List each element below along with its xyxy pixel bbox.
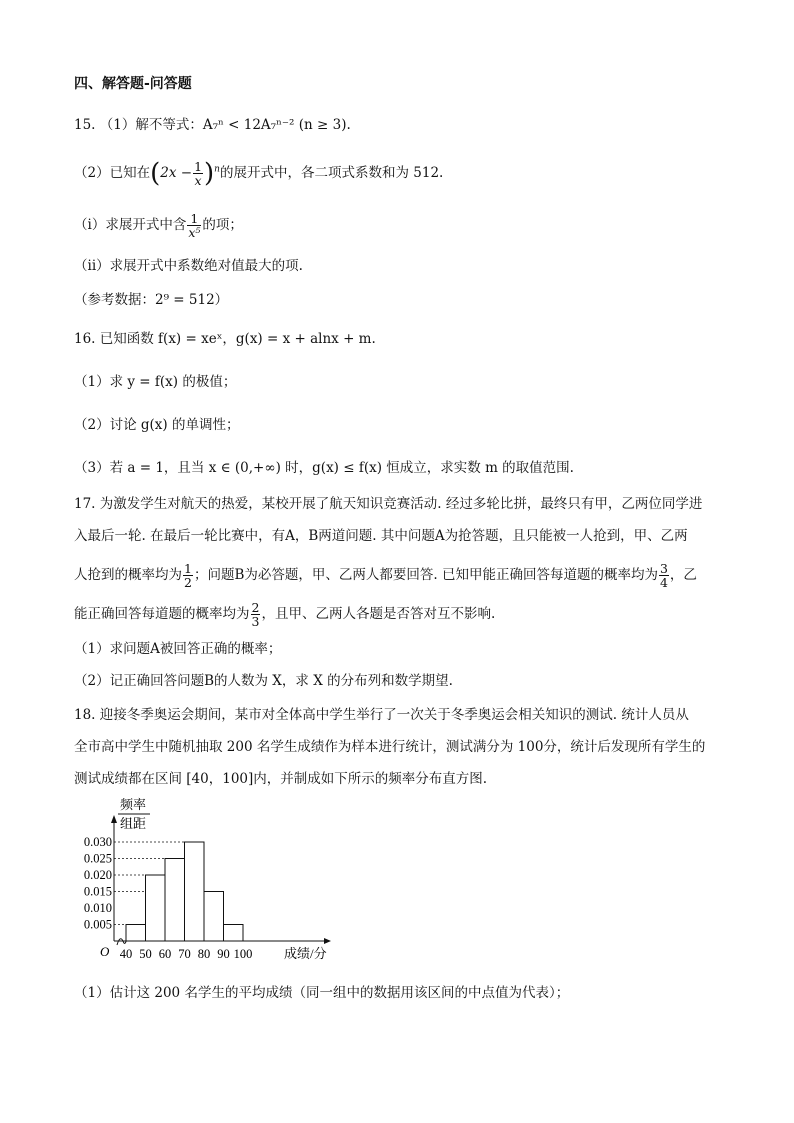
q17-frac-three-quarters: $\frac{3}{4}$ <box>659 561 668 590</box>
q15-frac: $\frac{1}{x}$ <box>194 159 203 188</box>
y-tick-label: 0.025 <box>83 851 112 866</box>
q17-line3: 人抢到的概率均为 $\frac{1}{2}$ ；问题B为必答题，甲、乙两人都要回答. 已知甲能正确回答每道题的概率均为 $\frac{3}{4}$ ，乙 <box>74 561 697 590</box>
q15-part1: 15. （1）解不等式：A₇ⁿ < 12A₇ⁿ⁻² (n ≥ 3). <box>74 117 351 133</box>
q17-part1: （1）求问题A被回答正确的概率； <box>74 641 282 657</box>
x-tick-label: 70 <box>178 947 191 961</box>
q18-line3: 测试成绩都在区间 [40，100]内，并制成如下所示的频率分布直方图. <box>74 771 488 787</box>
origin-label: O <box>100 944 110 959</box>
frequency-histogram <box>74 795 344 970</box>
q16-part1: （1）求 y = f(x) 的极值； <box>74 374 237 390</box>
q18-line2: 全市高中学生中随机抽取 200 名学生成绩作为样本进行统计，测试满分为 100分，统计后发现所有学生的 <box>74 739 706 755</box>
q15-reference: （参考数据：2⁹ = 512） <box>74 292 229 308</box>
x-tick-label: 40 <box>119 947 133 961</box>
q15-expr: 2x − <box>160 165 193 181</box>
q17-line2: 入最后一轮. 在最后一轮比赛中，有A，B两道问题. 其中问题A为抢答题，且只能被一人抢到，甲、乙两 <box>74 528 688 544</box>
y-tick-label: 0.015 <box>83 884 112 899</box>
q17-line4: 能正确回答每道题的概率均为 $\frac{2}{3}$ ，且甲、乙两人各题是否答对互不影响. <box>74 600 496 629</box>
histogram-bar <box>146 875 166 941</box>
y-axis-arrow <box>111 815 117 823</box>
q15-part2-post: 的展开式中，各二项式系数和为 512. <box>219 165 444 181</box>
y-tick-label: 0.010 <box>83 901 112 915</box>
x-tick-label: 60 <box>158 947 172 961</box>
q16-stem: 16. 已知函数 f(x) = xeˣ，g(x) = x + alnx + m. <box>74 331 376 347</box>
q17-frac-two-thirds: $\frac{2}{3}$ <box>251 600 260 629</box>
x-axis-label: 成绩/分 <box>284 946 327 961</box>
histogram-bar <box>165 859 185 942</box>
q17-part2: （2）记正确回答问题B的人数为 X，求 X 的分布列和数学期望. <box>74 673 453 689</box>
q15-sub-i-frac: $\frac{1}{\text{x⁵}}$ <box>188 211 201 240</box>
q17-line1: 17. 为激发学生对航天的热爱，某校开展了航天知识竞赛活动. 经过多轮比拼，最终只有甲，乙两位同学进 <box>74 496 703 512</box>
q15-sub-ii: （ii）求展开式中系数绝对值最大的项. <box>74 258 303 274</box>
x-tick-label: 50 <box>139 947 152 961</box>
section-title: 四、解答题-问答题 <box>74 76 192 92</box>
x-axis-arrow <box>324 938 331 944</box>
histogram-bar <box>204 892 224 942</box>
q18-part1: （1）估计这 200 名学生的平均成绩（同一组中的数据用该区间的中点值为代表）； <box>74 985 570 1001</box>
q16-part2: （2）讨论 g(x) 的单调性； <box>74 417 240 433</box>
x-tick-label: 90 <box>217 947 230 961</box>
x-tick-label: 100 <box>233 947 253 961</box>
histogram-bar <box>126 925 146 942</box>
q15-sub-i: （i）求展开式中含 $\frac{1}{\text{x⁵}}$ 的项； <box>74 211 243 240</box>
y-axis-label-bottom: 组距 <box>120 816 147 831</box>
q16-part3: （3）若 a = 1，且当 x ∈ (0,+∞) 时，g(x) ≤ f(x) 恒成立，求实数 m 的取值范围. <box>74 460 574 476</box>
y-axis-label-top: 频率 <box>120 797 147 812</box>
q15-part2: （2）已知在(2x − $\frac{1}{x}$ )$^n$的展开式中，各二项式系数和为 512. <box>74 158 444 189</box>
q15-part2-pre: （2）已知在 <box>74 165 151 181</box>
q17-frac-half: $\frac{1}{2}$ <box>184 561 192 590</box>
y-tick-label: 0.030 <box>83 835 112 849</box>
x-tick-label: 80 <box>197 947 211 961</box>
y-tick-label: 0.005 <box>83 917 112 932</box>
histogram-bar <box>185 842 205 941</box>
y-tick-label: 0.020 <box>83 868 112 882</box>
q18-line1: 18. 迎接冬季奥运会期间，某市对全体高中学生举行了一次关于冬季奥运会相关知识的测试. 统计人员从 <box>74 707 689 723</box>
histogram-bar <box>224 925 244 942</box>
